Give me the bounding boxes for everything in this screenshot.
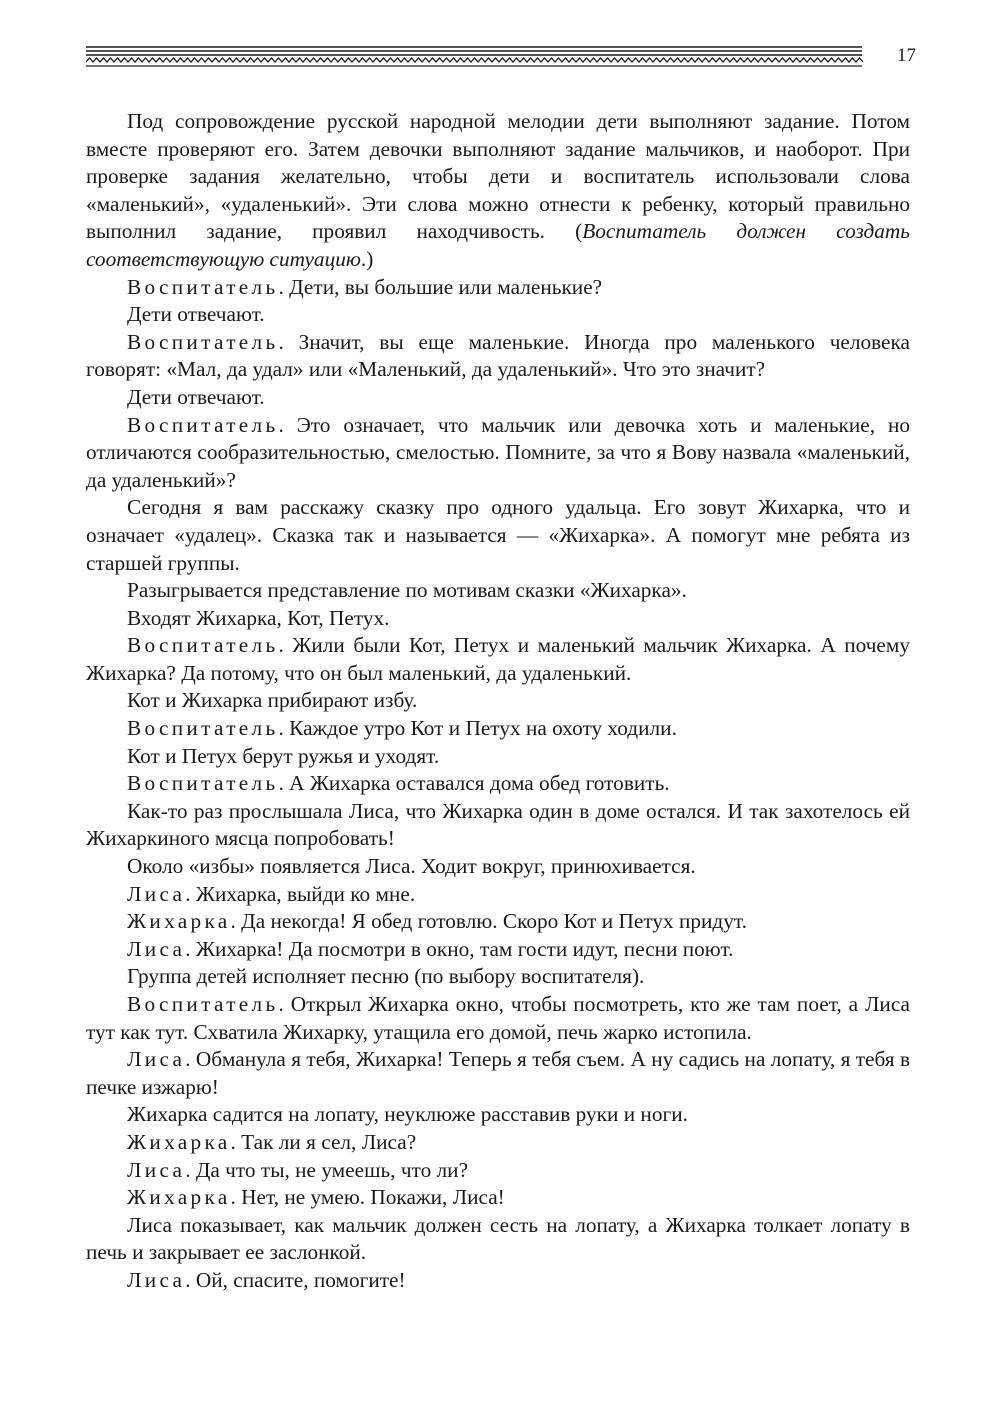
paragraph [86,384,910,412]
paragraph-text: Кот и Петух берут ружья и уходят. [127,743,440,768]
dialogue-text: . Жихарка! Да посмотри в окно, там гости идут, песни поют. [185,936,734,961]
paragraph-text: Разыгрывается представление по мотивам сказки «Жихарка». [127,578,687,603]
paragraph-text: Кот и Жихарка прибирают избу. [127,688,418,713]
paragraph [86,963,910,991]
dialogue-text: . Жихарка, выйди ко мне. [185,881,416,906]
speaker-name: Воспитатель [127,633,279,658]
paragraph-text: Лиса показывает, как мальчик должен сесть на лопату, а Жихарка толкает лопату в печь и закрывает ее заслонкой. [86,1212,910,1265]
paragraph [86,798,910,853]
paragraph [86,605,910,633]
paragraph-text: Группа детей исполняет песню (по выбору воспитателя). [127,964,645,989]
dialogue-line [86,1157,910,1185]
page-header [86,44,916,74]
dialogue-text: . Открыл Жихарка окно, чтобы посмотреть, кто же там поет, а Лиса тут как тут. Схватила Жихарку, утащила его домой, печь жарко истопила. [86,992,910,1044]
paragraph [86,743,910,771]
dialogue-text: . Жили были Кот, Петух и маленький мальчик Жихарка. А почему Жихарка? Да потому, что он был маленький, да удаленький. [86,633,910,685]
speaker-name: Лиса [127,1267,186,1292]
speaker-name: Лиса [127,936,186,961]
paragraph-text: Дети отвечают. [127,384,265,409]
paragraph-text: Дети отвечают. [127,302,265,327]
dialogue-line [86,936,910,964]
dialogue-text: . Да что ты, не умеешь, что ли? [185,1157,469,1182]
paragraph [86,687,910,715]
dialogue-text: . Каждое утро Кот и Петух на охоту ходили. [278,716,677,741]
paragraph [86,301,910,329]
dialogue-line [86,632,910,687]
dialogue-text: . Это означает, что мальчик или девочка хоть и маленькие, но отличаются сообразительностью, смелостью. Помните, за что я Вову назвала «маленький, да удаленький»? [86,412,910,492]
dialogue-text: . Нет, не умею. Покажи, Лиса! [230,1185,505,1210]
speaker-name: Лиса [127,881,186,906]
dialogue-line [86,1184,910,1212]
paragraph [86,1101,910,1129]
speaker-name: Воспитатель [127,716,279,741]
body-text [86,108,910,1295]
speaker-name: Воспитатель [127,771,279,796]
dialogue-line [86,1267,910,1295]
paragraph [86,853,910,881]
dialogue-text: . Ой, спасите, помогите! [185,1267,406,1292]
dialogue-line [86,991,910,1046]
zigzag-ornament [86,58,863,62]
decorative-border-ornament [86,44,866,70]
speaker-name: Лиса [127,1047,186,1072]
dialogue-line [86,329,910,384]
dialogue-line [86,770,910,798]
paragraph [86,108,910,274]
paragraph-text: Сегодня я вам расскажу сказку про одного удальца. Его зовут Жихарка, что и означает «удалец». Сказка так и называется — «Жихарка». А помогут мне ребята из старшей группы. [86,495,910,575]
paragraph [86,1212,910,1267]
dialogue-text: . А Жихарка оставался дома обед готовить. [278,771,670,796]
dialogue-text: . Значит, вы еще маленькие. Иногда про маленького человека говорят: «Мал, да удал» или «Маленький, да удаленький». Что это значит? [86,329,910,382]
paragraph-text: Жихарка садится на лопату, неуклюже расставив руки и ноги. [127,1102,688,1127]
stage-direction: Воспитатель должен создать соответствующую ситуацию [86,219,910,271]
dialogue-line [86,881,910,909]
speaker-name: Воспитатель [127,329,279,354]
dialogue-line [86,1129,910,1157]
speaker-name: Воспитатель [127,412,279,437]
paragraph-text: Как-то раз прослышала Лиса, что Жихарка один в доме остался. И так захотелось ей Жихаркиного мясца попробовать! [86,798,910,851]
paragraph [86,494,910,577]
speaker-name: Жихарка [127,1129,231,1154]
speaker-name: Лиса [127,1157,186,1182]
dialogue-text: . Так ли я сел, Лиса? [230,1129,417,1154]
dialogue-text: . Да некогда! Я обед готовлю. Скоро Кот и Петух придут. [230,909,747,934]
dialogue-line [86,274,910,302]
dialogue-line [86,908,910,936]
speaker-name: Жихарка [127,909,231,934]
dialogue-line [86,412,910,495]
dialogue-line [86,1046,910,1101]
speaker-name: Жихарка [127,1185,231,1210]
dialogue-line [86,715,910,743]
stage-direction-open: ( [575,219,583,244]
page-number: 17 [897,45,916,66]
dialogue-text: . Дети, вы большие или маленькие? [278,274,603,299]
paragraph-text: Под сопровождение русской народной мелодии дети выполняют задание. Потом вместе проверяют его. Затем девочки выполняют задание мальчиков, и наоборот. При проверке задания желательно, чтобы дети и воспитатель использовали слова «маленький», «удаленький». Эти слова можно отнести к ребенку, который правильно выполнил задание, проявил находчивость. [86,109,910,244]
dialogue-text: . Обманула я тебя, Жихарка! Теперь я тебя съем. А ну садись на лопату, я тебя в печке изжарю! [86,1047,910,1099]
speaker-name: Воспитатель [127,992,279,1016]
paragraph-text: Около «избы» появляется Лиса. Ходит вокруг, принюхивается. [127,854,696,879]
stage-direction-close: .) [360,246,374,271]
speaker-name: Воспитатель [127,274,279,299]
paragraph-text: Входят Жихарка, Кот, Петух. [127,605,390,630]
paragraph [86,577,910,605]
